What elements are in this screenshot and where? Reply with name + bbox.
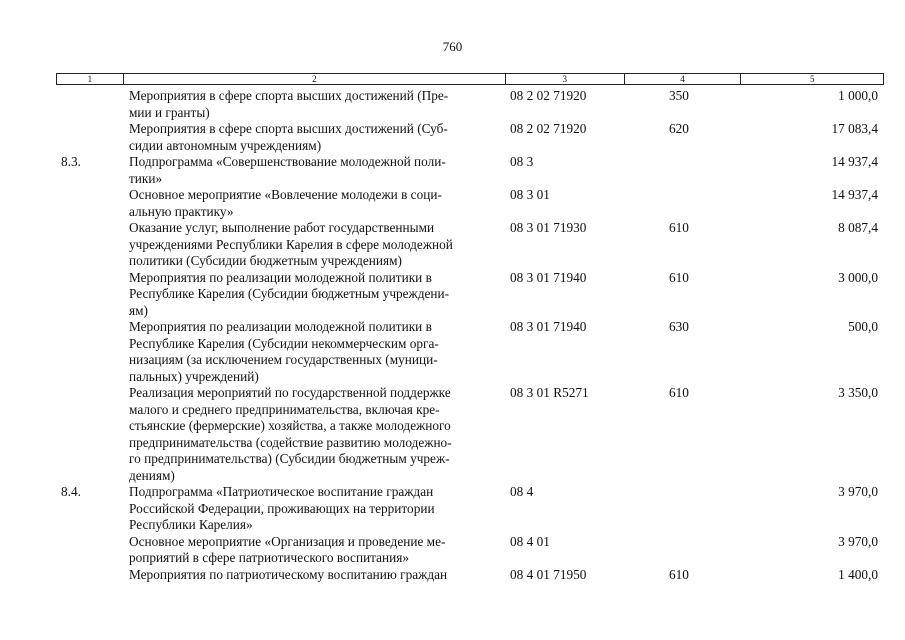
row-name-line: учреждениями Республики Карелия в сфере молодежной: [129, 236, 453, 252]
row-name-line: малого и среднего предпринимательства, включая кре-: [129, 401, 440, 417]
row-code: 08 4 01: [510, 533, 550, 549]
row-name: [123, 187, 506, 220]
row-name-line: Оказание услуг, выполнение работ государственными: [129, 220, 435, 235]
table-row: [56, 187, 884, 220]
row-name-line: Основное мероприятие «Вовлечение молодежи в соци-: [129, 187, 442, 202]
row-name: [123, 121, 506, 154]
row-amount: 3 350,0: [838, 385, 878, 400]
row-amount: 8 087,4: [838, 220, 878, 235]
row-amount: 14 937,4: [831, 154, 878, 169]
row-name-line: Республике Карелия (Субсидии некоммерческим орга-: [129, 335, 439, 351]
row-name-line: Мероприятия в сфере спорта высших достижений (Пре-: [129, 88, 449, 103]
row-name: [123, 567, 506, 584]
row-name-line: дениям): [129, 467, 175, 483]
header-col-1: 1: [57, 74, 124, 84]
table-row: [56, 319, 884, 385]
row-name: [123, 484, 506, 534]
header-col-5: 5: [809, 74, 815, 84]
row-name-line: пальных) учреждений): [129, 368, 259, 384]
row-number: 8.4.: [61, 484, 81, 499]
table-body: [56, 88, 884, 583]
row-name-line: Мероприятия по реализации молодежной политики в: [129, 269, 432, 285]
row-code: 08 3 01 71940: [510, 269, 587, 285]
row-amount: 3 970,0: [838, 484, 878, 499]
row-name-line: предпринимательства (содействие развитию молодежно-: [129, 434, 452, 450]
row-name-line: Мероприятия по патриотическому воспитанию граждан: [129, 566, 448, 582]
row-name-line: сидии автономным учреждениям): [129, 137, 322, 153]
row-amount: 3 970,0: [838, 533, 878, 549]
table-row: [56, 154, 884, 187]
row-code: 08 3: [510, 154, 534, 169]
row-code: 08 2 02 71920: [510, 88, 587, 103]
row-name-line: альную практику»: [129, 203, 234, 219]
table-row: [56, 484, 884, 534]
table-row: [56, 121, 884, 154]
row-name-line: ям): [129, 302, 148, 318]
row-amount: 1 000,0: [838, 88, 878, 103]
row-expense-type: 350: [669, 88, 689, 103]
row-number: 8.3.: [61, 154, 81, 169]
header-col-2: 2: [124, 74, 506, 84]
row-expense-type: 610: [669, 220, 689, 235]
row-name: [123, 319, 506, 385]
row-amount: 500,0: [848, 319, 878, 334]
row-code: 08 3 01: [510, 187, 550, 202]
row-name-line: роприятий в сфере патриотического воспитания»: [129, 550, 410, 565]
header-col-3: 3: [506, 74, 625, 84]
table-row: [56, 88, 884, 121]
row-expense-type: 630: [669, 319, 689, 334]
row-name-line: Реализация мероприятий по государственной поддержке: [129, 385, 451, 400]
row-name: [123, 534, 506, 567]
row-name-line: политики (Субсидии бюджетным учреждениям): [129, 253, 402, 268]
row-expense-type: 610: [669, 269, 689, 285]
row-amount: 1 400,0: [838, 566, 878, 582]
page-number: 760: [442, 39, 463, 54]
row-name-line: го предпринимательства) (Субсидии бюджетным учреж-: [129, 451, 450, 466]
table-row: [56, 270, 884, 320]
table-row: [56, 534, 884, 567]
row-name-line: Республики Карелия»: [129, 517, 253, 532]
row-amount: 14 937,4: [831, 187, 878, 202]
row-name-line: мии и гранты): [129, 104, 210, 120]
row-amount: 17 083,4: [831, 121, 878, 136]
row-expense-type: 610: [669, 566, 689, 582]
row-name: [123, 270, 506, 320]
row-name-line: Мероприятия по реализации молодежной политики в: [129, 319, 432, 334]
table-row: [56, 385, 884, 484]
row-name: [123, 88, 506, 121]
row-name-line: Подпрограмма «Совершенствование молодежной поли-: [129, 154, 446, 169]
row-name: [123, 220, 506, 270]
row-name-line: тики»: [129, 170, 163, 186]
header-col-4: 4: [625, 74, 742, 84]
row-amount: 3 000,0: [838, 269, 878, 285]
row-expense-type: 620: [669, 121, 689, 136]
row-code: 08 3 01 71930: [510, 220, 587, 235]
row-name-line: Республике Карелия (Субсидии бюджетным учреждени-: [129, 286, 450, 301]
row-name-line: Основное мероприятие «Организация и проведение ме-: [129, 533, 446, 549]
table-row: [56, 567, 884, 584]
row-code: 08 4 01 71950: [510, 566, 587, 582]
row-expense-type: 610: [669, 385, 689, 400]
row-name-line: стьянские (фермерские) хозяйства, а также молодежного: [129, 418, 451, 433]
row-name-line: Российской Федерации, проживающих на территории: [129, 500, 435, 516]
row-name-line: низациям (за исключением государственных (муници-: [129, 352, 438, 367]
row-code: 08 3 01 R5271: [510, 385, 589, 400]
row-name-line: Подпрограмма «Патриотическое воспитание граждан: [129, 484, 434, 499]
row-code: 08 3 01 71940: [510, 319, 587, 334]
table-row: [56, 220, 884, 270]
row-name: [123, 154, 506, 187]
table-header: [56, 73, 884, 85]
row-name: [123, 385, 506, 484]
row-name-line: Мероприятия в сфере спорта высших достижений (Суб-: [129, 121, 448, 136]
row-code: 08 4: [510, 484, 534, 499]
row-code: 08 2 02 71920: [510, 121, 587, 136]
